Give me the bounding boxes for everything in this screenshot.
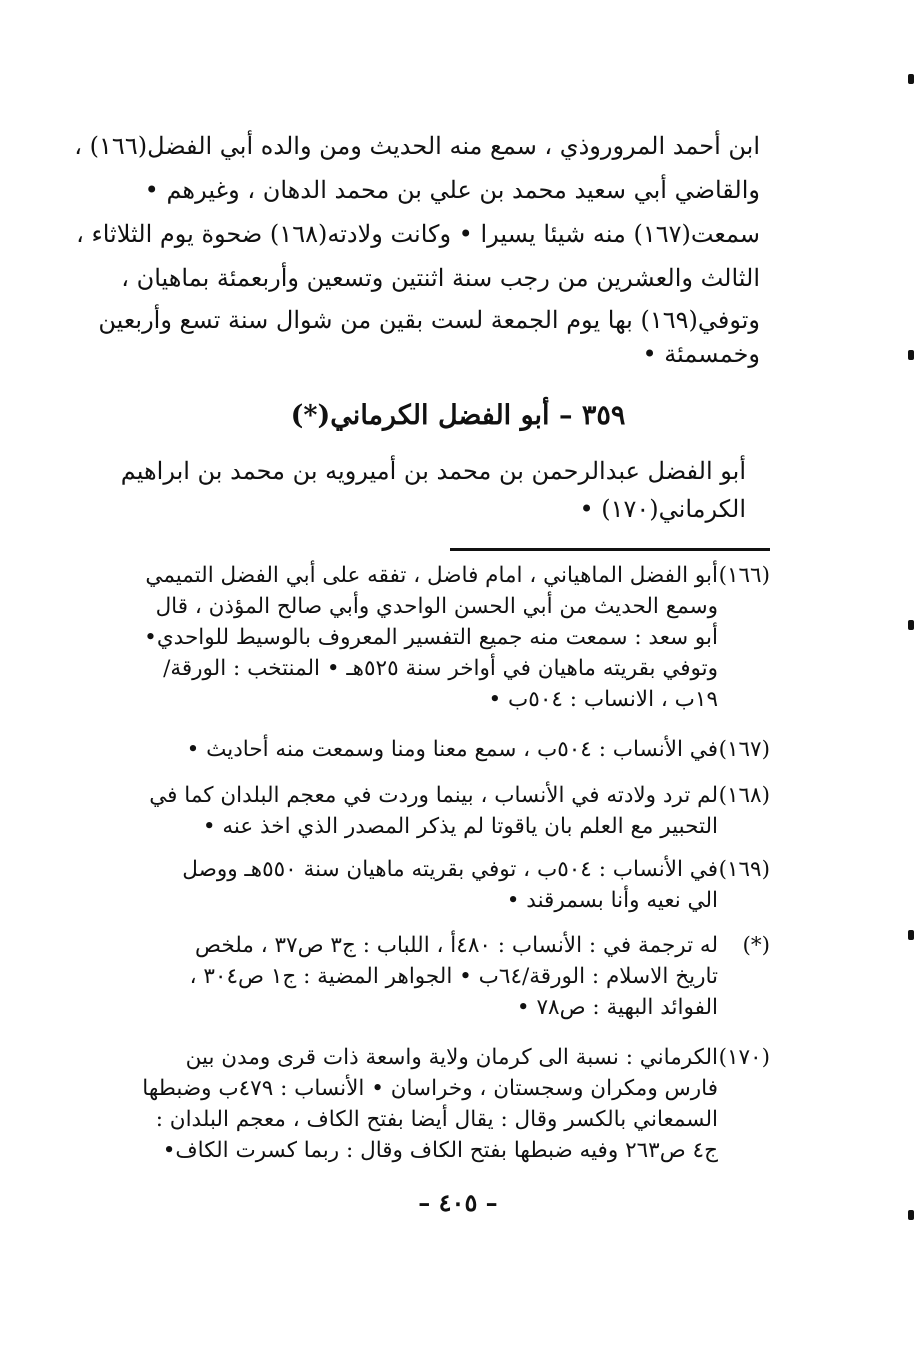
scan-edge-mark bbox=[908, 1210, 914, 1220]
footnote-167 bbox=[130, 734, 770, 765]
entry-line: الكرماني(١٧٠) • bbox=[579, 495, 746, 523]
scan-edge-mark bbox=[908, 350, 914, 360]
footnote-star bbox=[130, 930, 770, 1023]
footnote-line: تاريخ الاسلام : الورقة/٦٤ب • الجواهر المضية : ج١ ص٣٠٤ ، bbox=[189, 964, 718, 989]
footnote-marker: (١٦٦) bbox=[718, 563, 770, 588]
footnote-line: أبو الفضل الماهياني ، امام فاضل ، تفقه على أبي الفضل التميمي bbox=[145, 563, 718, 588]
footnote-separator-rule bbox=[450, 548, 770, 551]
page-number: – ٤٠٥ – bbox=[418, 1188, 498, 1217]
footnote-line: له ترجمة في : الأنساب : ٤٨٠أ ، اللباب : ج٣ ص٣٧ ، ملخص bbox=[195, 933, 718, 958]
footnote-line: الي نعيه وأنا بسمرقند • bbox=[506, 888, 718, 913]
body-line: الثالث والعشرين من رجب سنة اثنتين وتسعين وأربعمئة بماهيان ، bbox=[121, 264, 760, 292]
footnote-marker: (١٦٩) bbox=[718, 857, 770, 882]
footnote-line: الفوائد البهية : ص٧٨ • bbox=[516, 995, 718, 1020]
footnote-line: التحبير مع العلم بان ياقوتا لم يذكر المصدر الذي اخذ عنه • bbox=[202, 814, 718, 839]
entry-line: أبو الفضل عبدالرحمن بن محمد بن أميرويه بن محمد بن ابراهيم bbox=[120, 457, 746, 485]
footnote-line: وتوفي بقريته ماهيان في أواخر سنة ٥٢٥هـ • المنتخب : الورقة/ bbox=[163, 656, 718, 681]
footnote-line: ج٤ ص٢٦٣ وفيه ضبطها بفتح الكاف وقال : ربما كسرت الكاف• bbox=[162, 1138, 718, 1163]
footnote-line: أبو سعد : سمعت منه جميع التفسير المعروف بالوسيط للواحدي• bbox=[144, 625, 718, 650]
footnote-marker: (١٦٨) bbox=[718, 783, 770, 808]
footnote-line: فارس ومكران وسجستان ، وخراسان • الأنساب : ٤٧٩ب وضبطها bbox=[142, 1076, 718, 1101]
footnote-marker: (*) bbox=[742, 933, 770, 958]
footnote-marker: (١٦٧) bbox=[718, 737, 770, 762]
footnote-line: في الأنساب : ٥٠٤ب ، توفي بقريته ماهيان سنة ٥٥٠هـ ووصل bbox=[182, 857, 718, 882]
body-line: وخمسمئة • bbox=[642, 340, 760, 368]
footnote-168 bbox=[130, 780, 770, 842]
footnote-169 bbox=[130, 854, 770, 916]
body-line: ابن أحمد المروروذي ، سمع منه الحديث ومن والده أبي الفضل(١٦٦) ، bbox=[74, 132, 760, 160]
body-line: والقاضي أبي سعيد محمد بن علي بن محمد الدهان ، وغيرهم • bbox=[144, 176, 760, 204]
body-line: سمعت(١٦٧) منه شيئا يسيرا • وكانت ولادته(١٦٨) ضحوة يوم الثلاثاء ، bbox=[76, 220, 760, 248]
footnote-line: في الأنساب : ٥٠٤ب ، سمع معنا ومنا وسمعت منه أحاديث • bbox=[186, 737, 718, 762]
footnote-line: ١٩ب ، الانساب : ٥٠٤ب • bbox=[488, 687, 718, 712]
footnote-marker: (١٧٠) bbox=[718, 1045, 770, 1070]
scan-edge-mark bbox=[908, 74, 914, 84]
scan-edge-mark bbox=[908, 930, 914, 940]
footnote-line: لم ترد ولادته في الأنساب ، بينما وردت في معجم البلدان كما في bbox=[149, 783, 718, 808]
scan-edge-mark bbox=[908, 620, 914, 630]
footnote-170 bbox=[130, 1042, 770, 1166]
entry-heading: ٣٥٩ – أبو الفضل الكرماني(*) bbox=[290, 400, 626, 431]
body-line: وتوفي(١٦٩) بها يوم الجمعة لست بقين من شوال سنة تسع وأربعين bbox=[98, 306, 760, 334]
footnote-166 bbox=[130, 560, 770, 715]
footnote-line: الكرماني : نسبة الى كرمان ولاية واسعة ذات قرى ومدن بين bbox=[185, 1045, 718, 1070]
footnote-line: وسمع الحديث من أبي الحسن الواحدي وأبي صالح المؤذن ، قال bbox=[155, 594, 718, 619]
footnote-line: السمعاني بالكسر وقال : يقال أيضا بفتح الكاف ، معجم البلدان : bbox=[155, 1107, 718, 1132]
